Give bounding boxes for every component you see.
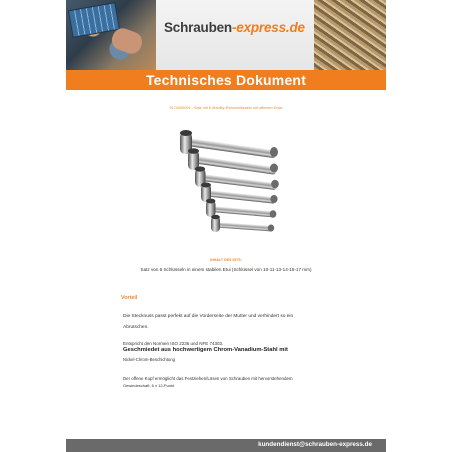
advantage-line-6: Der offene Kopf ermöglicht das Festziehen/Lösen von Schrauben mit hervorstehendem — [123, 376, 293, 381]
footer-bar — [66, 439, 386, 452]
wrench-6 — [211, 215, 274, 232]
kit-contents: Satz von 6 Schlüsseln in einem stabilen Etui (Schlüssel von 10-11-13-14-15-17 mm) — [140, 267, 312, 272]
hand-image — [109, 26, 145, 57]
support-email-link[interactable]: kundendienst@schrauben-express.de — [258, 441, 372, 448]
title-bar — [66, 70, 386, 92]
advantage-line-1: Die Stecknuss passt perfekt auf die Vorderseite der Mutter und verhindert so ein — [123, 314, 294, 319]
advantage-line-3: Entspricht den Normen ISO 2236 und NFE 74303. — [123, 341, 224, 346]
wrench-set-image — [174, 122, 284, 238]
advantage-line-7: Gewindeschaft, 6 x 12-Punkt — [123, 383, 175, 388]
document-page — [66, 0, 386, 452]
header-banner — [66, 0, 386, 70]
logo-main: Schrauben — [164, 20, 232, 35]
company-logo — [164, 20, 305, 35]
logo-area — [156, 0, 314, 70]
section-heading: Vorteil — [121, 295, 138, 301]
product-reference: 9174000001 - Satz mit 6 Stanley-Rohrschlüsseln mit offenem Ende — [169, 106, 283, 110]
title-divider — [66, 90, 386, 92]
kit-heading: INHALT DES KITS: — [210, 258, 242, 262]
advantage-line-4: Geschmiedet aus hochwertigem Chrom-Vanadium-Stahl mit — [123, 347, 288, 353]
tools-photo — [66, 0, 156, 70]
tool-tray-image — [68, 2, 120, 38]
advantage-line-2: Abrutschen. — [123, 325, 149, 330]
document-title: Technisches Dokument — [145, 72, 307, 88]
logo-accent: -express.de — [231, 20, 305, 35]
screws-photo — [314, 0, 386, 70]
advantage-line-5: Nickel-Chrom-Beschichtung — [123, 357, 175, 362]
